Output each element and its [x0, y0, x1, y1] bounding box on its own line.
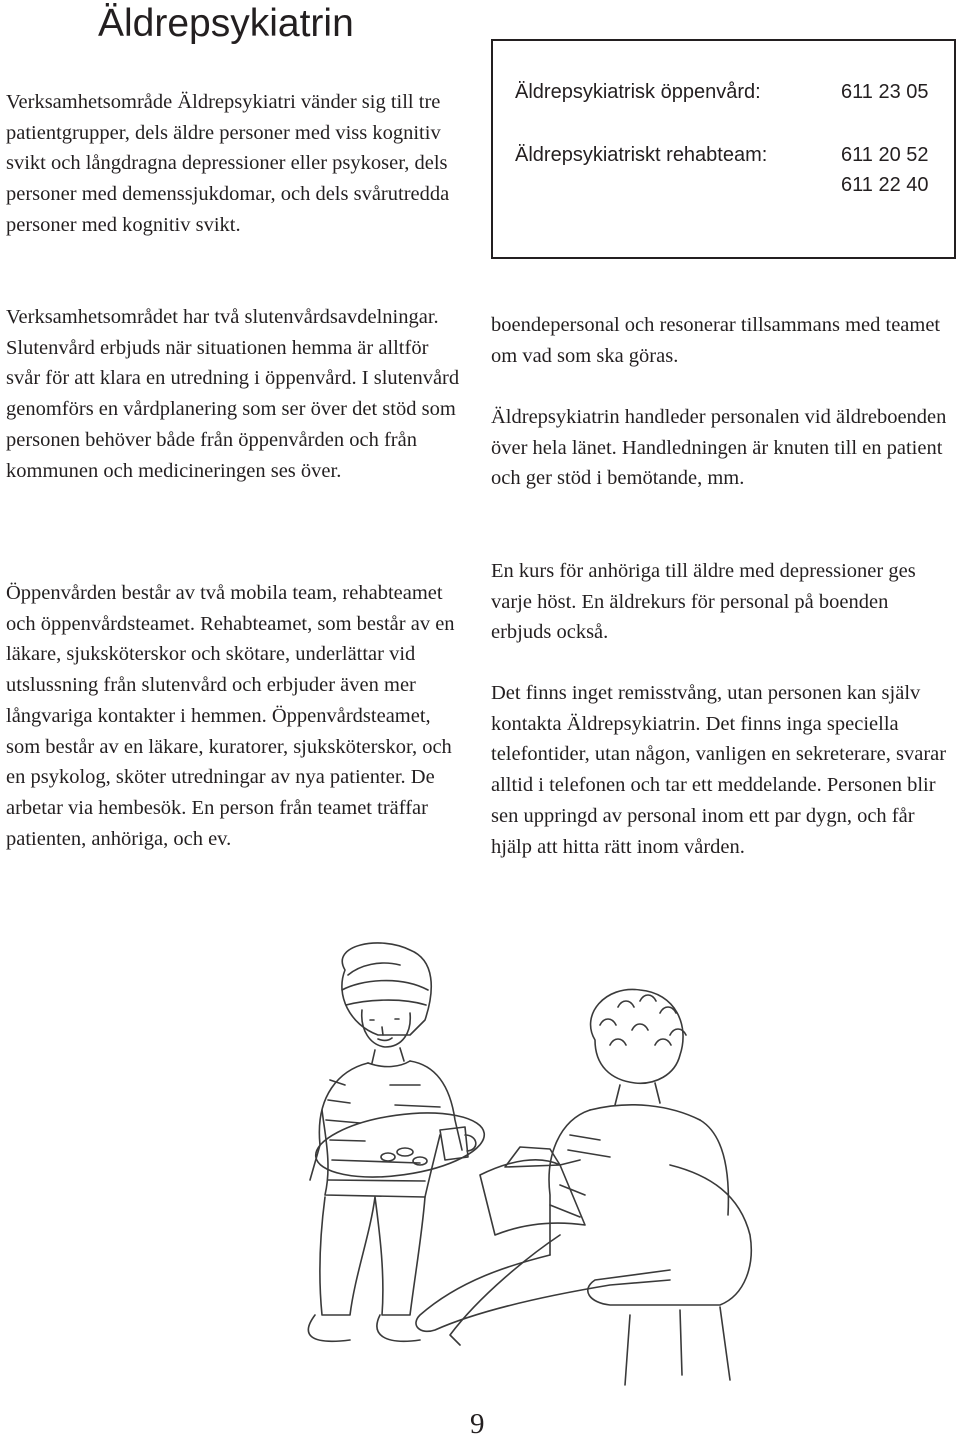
phone-number: 611 20 52: [841, 144, 929, 166]
phone-number: 611 23 05: [841, 81, 929, 103]
page-title: Äldrepsykiatrin: [98, 2, 354, 45]
left-paragraph-1: Verksamhetsområde Äldrepsykiatri vänder sig till tre patientgrupper, dels äldre personer med viss kognitiv svikt och långdragna depressioner eller psykoser, dels personer med demenssjukdomar, och dels svårutredda personer med kognitiv svikt.: [6, 91, 450, 236]
page-number: 9: [470, 1408, 485, 1440]
left-paragraph-2: Verksamhetsområdet har två slutenvårdsavdelningar. Slutenvård erbjuds när situationen hemma är alltför svår för att klara en utredning i öppenvård. I slutenvård genomförs en vårdplanering som ser över det stöd som personen behöver både från öppenvården och från kommunen och medicineringen ses över.: [6, 306, 460, 482]
seated-figure-drawing: [416, 989, 751, 1385]
right-paragraph-1: boendepersonal och resonerar tillsammans med teamet om vad som ska göras.: [491, 314, 941, 367]
left-paragraph-3: Öppenvården består av två mobila team, rehabteamet och öppenvårdsteamet. Rehabteamet, som består av en läkare, sjuksköterskor och skötare, underlättar vid utslussning från slutenvård och erbjuder även mer långvariga kontakter i hemmen. Öppenvårdsteamet, som består av en läkare, kuratorer, sjuksköterskor, och en psykolog, sköter utredningar av nya patienter. De arbetar via hembesök. En person från teamet träffar patienten, anhöriga, och ev.: [6, 582, 455, 850]
right-paragraph-3: En kurs för anhöriga till äldre med depressioner ges varje höst. En äldrekurs för personal på boenden erbjuds också.: [491, 560, 916, 644]
standing-figure-drawing: [308, 943, 488, 1341]
contact-label: Äldrepsykiatrisk öppenvård:: [515, 81, 761, 103]
phone-number: 611 22 40: [841, 174, 929, 196]
illustration-caregiver-and-seated-person: [250, 935, 810, 1405]
right-paragraph-4: Det finns inget remisstvång, utan personen kan själv kontakta Äldrepsykiatrin. Det finns inga speciella telefontider, utan någon, vanligen en sekreterare, svarar alltid i telefonen och tar ett meddelande. Personen blir sen uppringd av personal inom ett par dygn, och får hjälp att hitta rätt inom vården.: [491, 682, 947, 858]
contact-box: [491, 39, 956, 259]
right-paragraph-2: Äldrepsykiatrin handleder personalen vid äldreboenden över hela länet. Handledningen är knuten till en patient och ger stöd i bemötande, mm.: [491, 406, 947, 490]
contact-label: Äldrepsykiatriskt rehabteam:: [515, 144, 768, 166]
